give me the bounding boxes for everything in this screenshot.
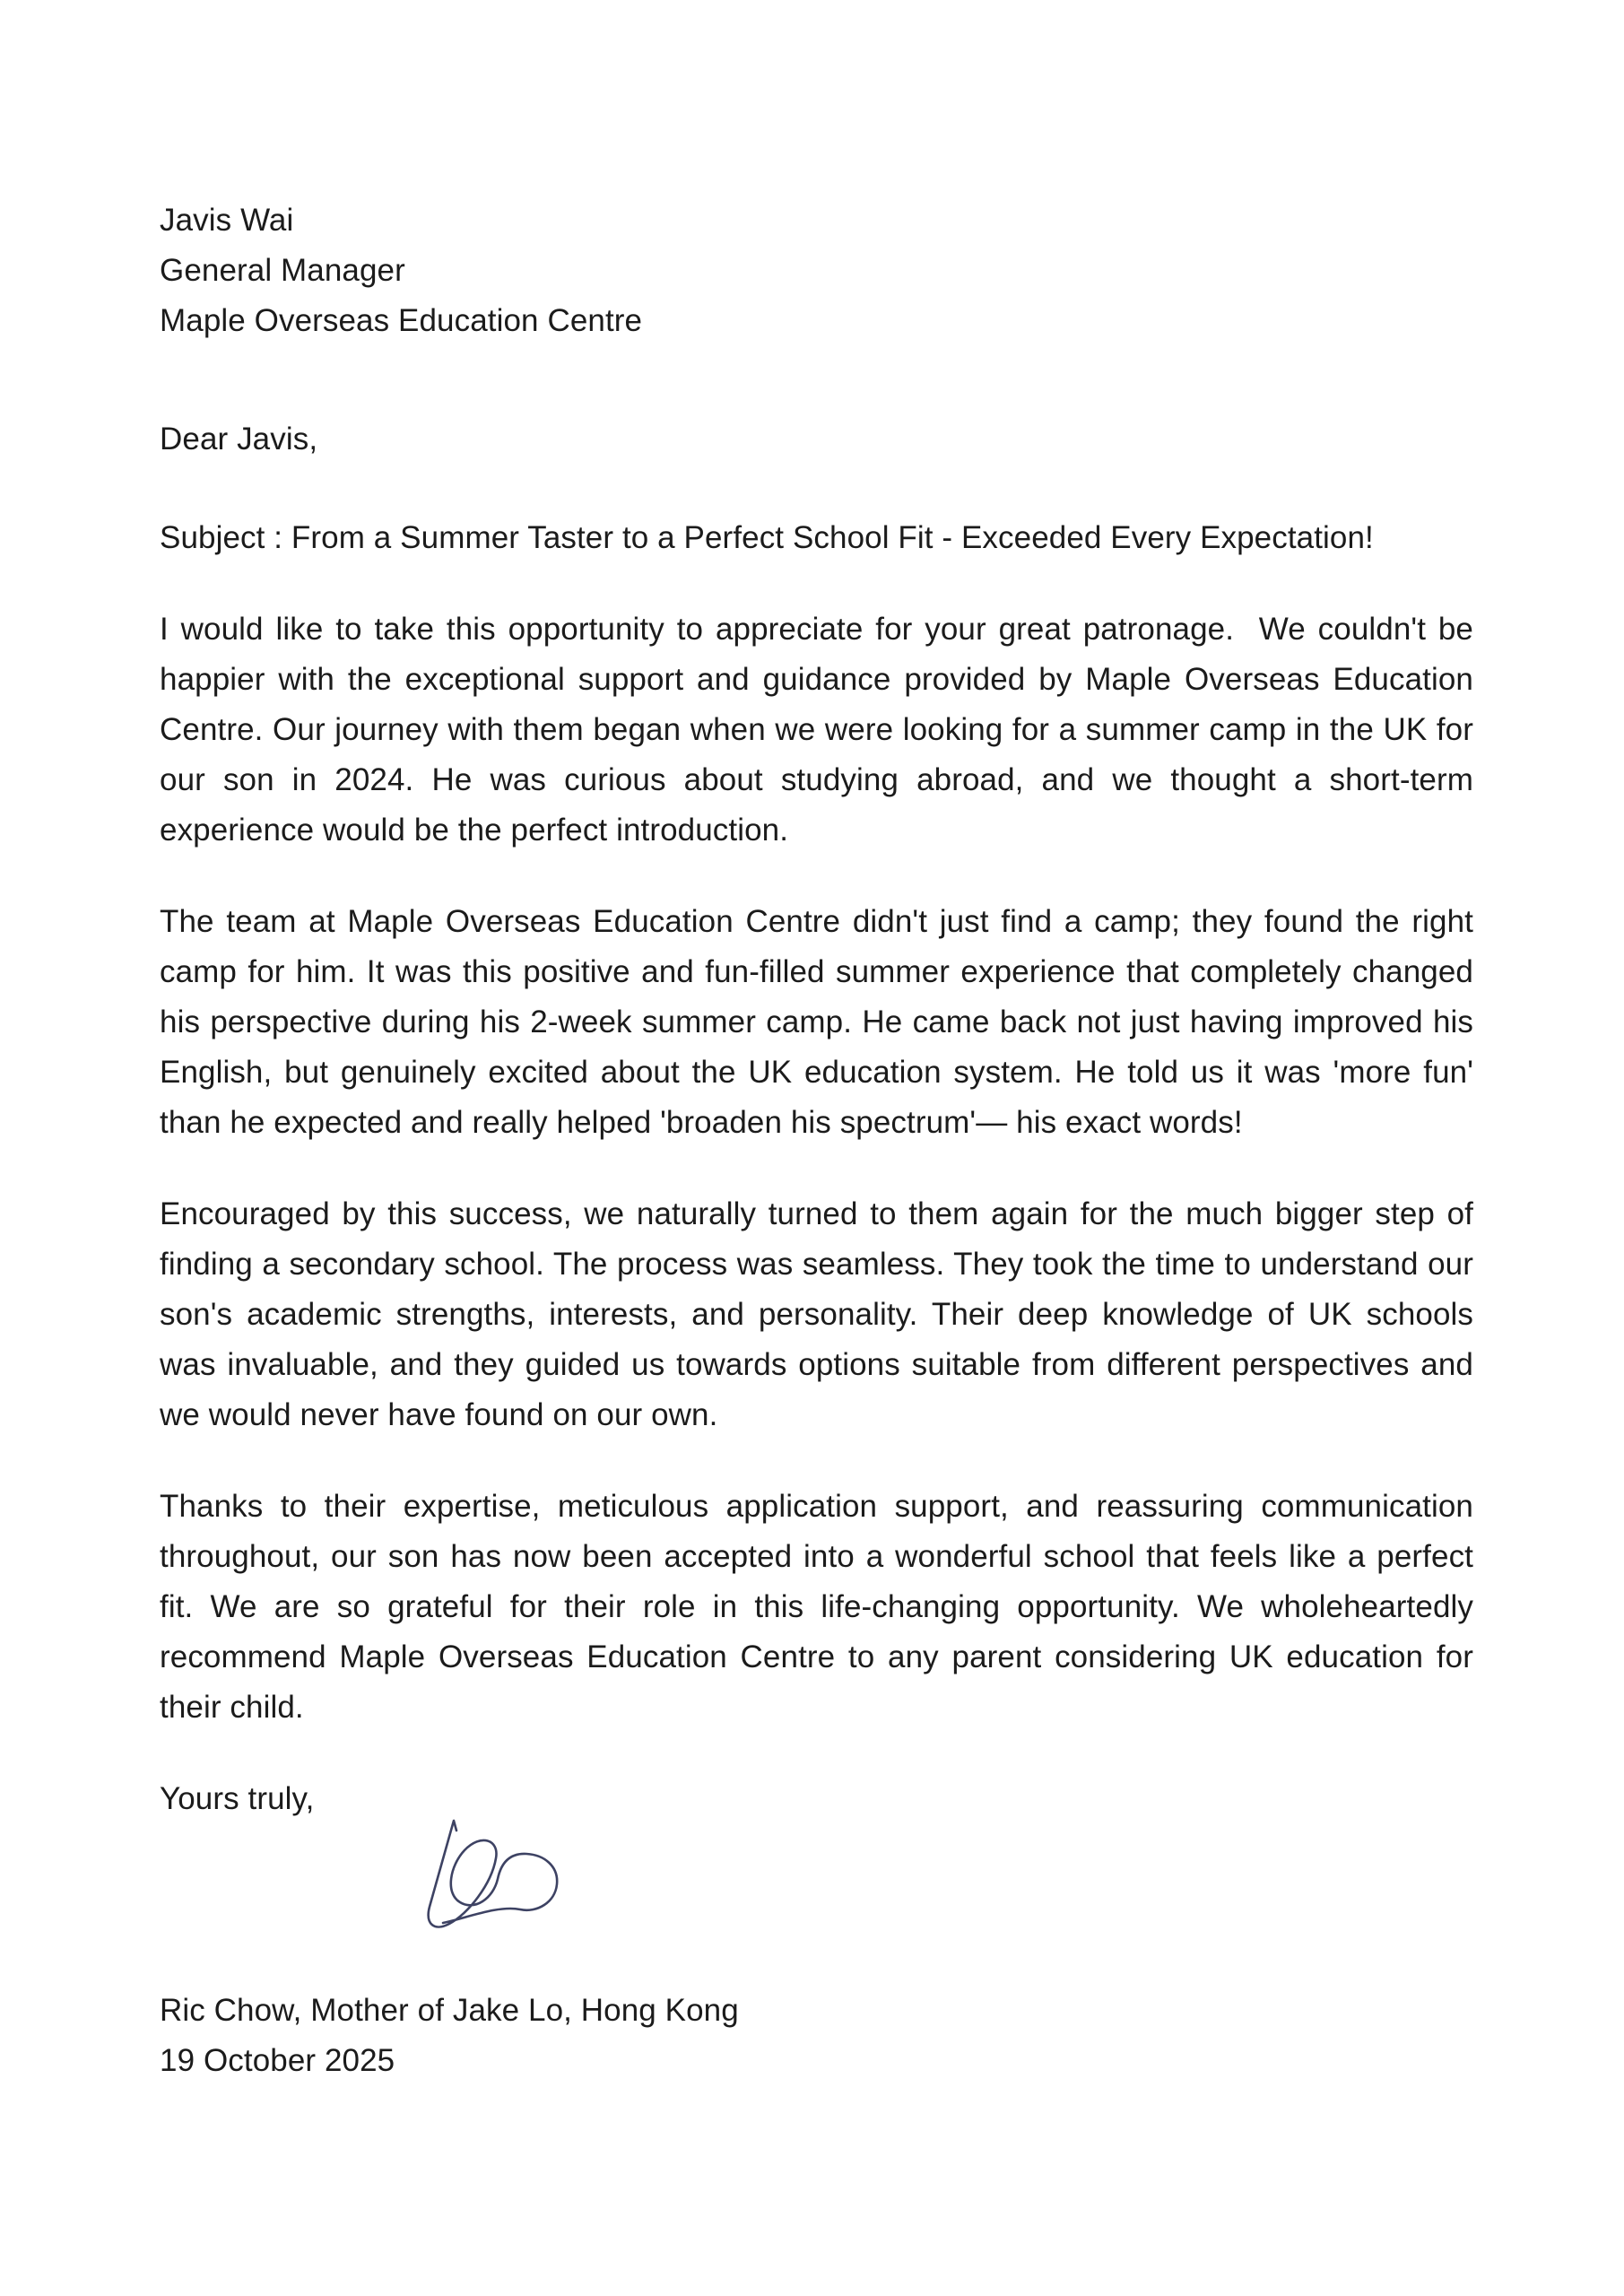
signoff-date: 19 October 2025 (160, 2043, 395, 2078)
signoff-name: Ric Chow, Mother of Jake Lo, Hong Kong (160, 1993, 739, 2028)
closing-line: Yours truly, (160, 1781, 315, 1816)
subject-line: Subject : From a Summer Taster to a Perfect School Fit - Exceeded Every Expectation! (160, 520, 1374, 555)
signature-path (429, 1821, 557, 1927)
recipient-name: Javis Wai (160, 203, 294, 238)
paragraph-1: I would like to take this opportunity to appreciate for your great patronage. We couldn't be happier with the exceptional support and guidance provided by Maple Overseas Education Centre. Our journey with them began when we were looking for a summer camp in the UK for our son in 2024. He was curious about studying abroad, and we thought a short-term experience would be the perfect introduction. (160, 612, 1482, 848)
signature-image (409, 1815, 570, 1935)
recipient-organization: Maple Overseas Education Centre (160, 303, 643, 338)
signoff-block (160, 1986, 1473, 2086)
paragraph-4: Thanks to their expertise, meticulous application support, and reassuring communication throughout, our son has now been accepted into a wonderful school that feels like a perfect fit. We are so grateful for their role in this life-changing opportunity. We wholeheartedly recommend Maple Overseas Education Centre to any parent considering UK education for their child. (160, 1489, 1482, 1725)
signature-svg (409, 1815, 570, 1935)
paragraph-2: The team at Maple Overseas Education Centre didn't just find a camp; they found the right camp for him. It was this positive and fun-filled summer experience that completely changed his perspective during his 2-week summer camp. He came back not just having improved his English, but genuinely excited about the UK education system. He told us it was 'more fun' than he expected and really helped 'broaden his spectrum'— his exact words! (160, 904, 1482, 1140)
recipient-title: General Manager (160, 253, 405, 288)
salutation: Dear Javis, (160, 422, 318, 457)
recipient-block (160, 196, 1473, 346)
paragraph-3: Encouraged by this success, we naturally turned to them again for the much bigger step of finding a secondary school. The process was seamless. They took the time to understand our son's academic strengths, interests, and personality. Their deep knowledge of UK schools was invaluable, and they guided us towards options suitable from different perspectives and we would never have found on our own. (160, 1196, 1482, 1432)
